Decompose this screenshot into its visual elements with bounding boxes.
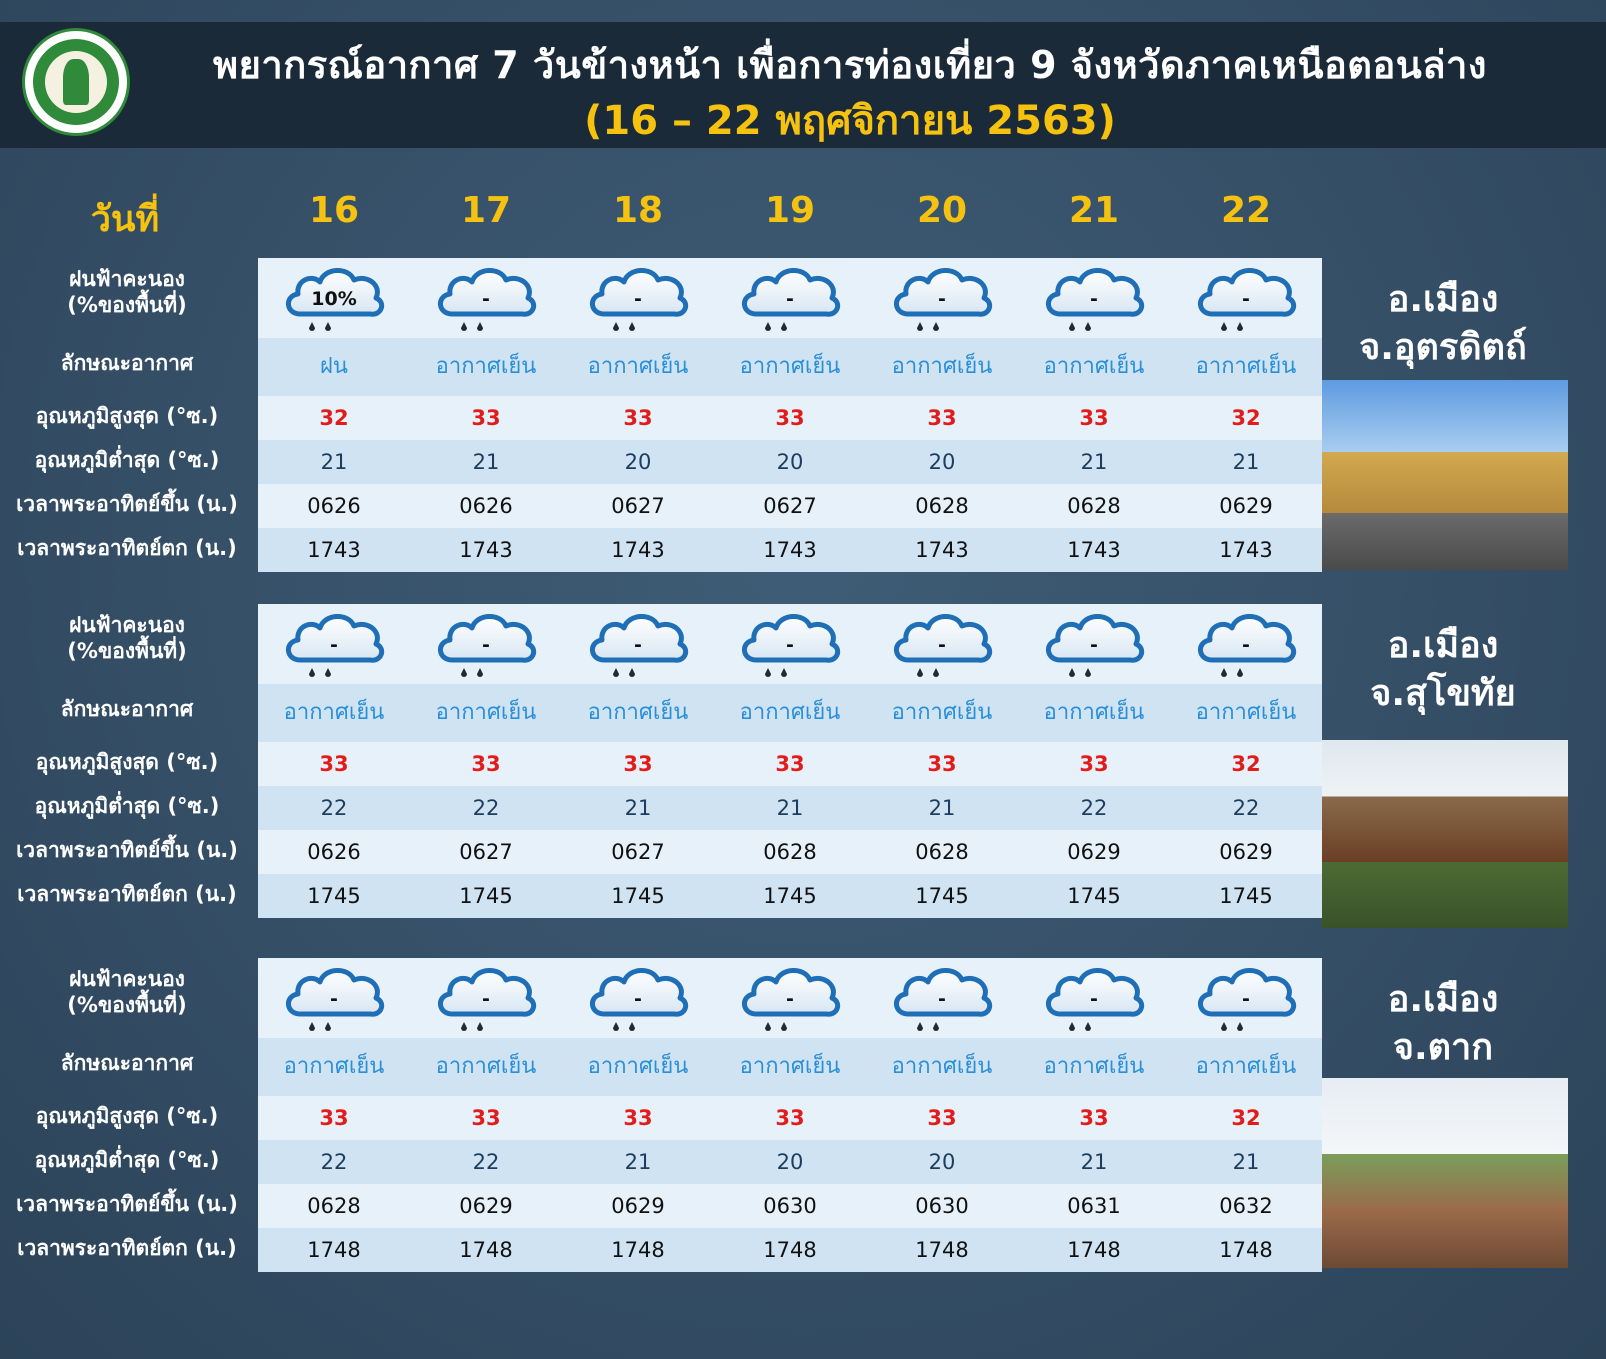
rain-percent: -: [938, 988, 946, 1010]
row-label: [2, 1103, 252, 1129]
rain-cell: [258, 258, 410, 338]
sunset-value: 1745: [459, 884, 513, 908]
rain-percent: -: [1090, 634, 1098, 656]
condition-value: อากาศเย็น: [435, 354, 537, 379]
row-label-text: อุณหภูมิต่ำสุด (°ซ.): [34, 794, 220, 818]
row-label-text: เวลาพระอาทิตย์ขึ้น (น.): [16, 1192, 238, 1216]
table-row-condition: [258, 1038, 1322, 1096]
row-label-text: เวลาพระอาทิตย์ตก (น.): [17, 882, 237, 906]
condition-value: อากาศเย็น: [891, 354, 993, 379]
rain-cell: [866, 604, 1018, 684]
rain-cell: [866, 958, 1018, 1038]
rain-cell: [714, 604, 866, 684]
tmin-value: 21: [624, 1150, 652, 1174]
tmin-value: 21: [624, 796, 652, 820]
rain-percent: -: [938, 634, 946, 656]
tmin-value: 20: [624, 450, 652, 474]
table-row-rain: [258, 604, 1322, 684]
rain-cloud-icon: [282, 962, 386, 1034]
condition-value: อากาศเย็น: [587, 1054, 689, 1079]
day-header: 17: [460, 190, 512, 231]
sunrise-value: 0630: [915, 1194, 969, 1218]
rain-cell: [1170, 958, 1322, 1038]
tmax-value: 33: [471, 752, 501, 776]
tmax-value: 33: [927, 1106, 957, 1130]
rain-cell: [410, 604, 562, 684]
sunset-value: 1743: [1067, 538, 1121, 562]
tmin-value: 22: [320, 796, 348, 820]
sunset-value: 1745: [611, 884, 665, 908]
condition-value: อากาศเย็น: [587, 354, 689, 379]
table-row-sunset: [258, 874, 1322, 918]
condition-value: อากาศเย็น: [1195, 700, 1297, 725]
sunset-value: 1743: [763, 538, 817, 562]
sunset-value: 1748: [307, 1238, 361, 1262]
row-label: [2, 403, 252, 429]
condition-value: อากาศเย็น: [739, 700, 841, 725]
rain-cloud-icon: [1042, 608, 1146, 680]
day-header: 16: [308, 190, 360, 231]
tmin-value: 21: [1080, 450, 1108, 474]
row-label: [2, 881, 252, 907]
table-row-condition: [258, 684, 1322, 742]
sunset-value: 1743: [1219, 538, 1273, 562]
sunset-value: 1748: [459, 1238, 513, 1262]
day-header: 20: [916, 190, 968, 231]
row-label-text: (%ของพื้นที่): [67, 639, 187, 663]
sunrise-value: 0629: [1067, 840, 1121, 864]
sunset-value: 1743: [307, 538, 361, 562]
tmin-value: 20: [776, 1150, 804, 1174]
condition-value: ฝน: [320, 354, 348, 379]
row-label-text: เวลาพระอาทิตย์ขึ้น (น.): [16, 492, 238, 516]
row-label-text: (%ของพื้นที่): [67, 993, 187, 1017]
rain-cloud-icon: [1042, 262, 1146, 334]
sunrise-value: 0627: [611, 494, 665, 518]
meteorological-department-logo: [22, 28, 130, 136]
rain-cell: [410, 258, 562, 338]
day-header: 21: [1068, 190, 1120, 231]
tmax-value: 33: [927, 406, 957, 430]
row-label-text: (%ของพื้นที่): [67, 293, 187, 317]
tmax-value: 33: [319, 1106, 349, 1130]
landmark-photo: [1322, 380, 1568, 570]
row-label: [2, 612, 252, 664]
rain-cloud-icon: [586, 262, 690, 334]
rain-cloud-icon: [282, 262, 386, 334]
tmax-value: 32: [1231, 752, 1261, 776]
forecast-table: [258, 958, 1322, 1272]
rain-cloud-icon: [586, 962, 690, 1034]
sunrise-value: 0628: [763, 840, 817, 864]
tmax-value: 33: [775, 1106, 805, 1130]
rain-percent: 10%: [311, 288, 357, 310]
tmax-value: 33: [623, 1106, 653, 1130]
row-label: [2, 1235, 252, 1261]
rain-cell: [714, 958, 866, 1038]
sunrise-value: 0629: [1219, 840, 1273, 864]
tmax-value: 32: [1231, 1106, 1261, 1130]
tmax-value: 33: [623, 752, 653, 776]
condition-value: อากาศเย็น: [739, 354, 841, 379]
rain-percent: -: [634, 634, 642, 656]
location-name: [1320, 976, 1566, 1072]
condition-value: อากาศเย็น: [1043, 700, 1145, 725]
district-name: อ.เมือง: [1387, 279, 1499, 320]
rain-percent: -: [482, 988, 490, 1010]
sunset-value: 1745: [763, 884, 817, 908]
rain-cell: [1018, 258, 1170, 338]
sunrise-value: 0632: [1219, 1194, 1273, 1218]
row-label: [2, 749, 252, 775]
sunset-value: 1745: [307, 884, 361, 908]
tmin-value: 22: [1080, 796, 1108, 820]
province-name: จ.ตาก: [1392, 1027, 1494, 1068]
row-label-text: ลักษณะอากาศ: [60, 351, 194, 375]
rain-percent: -: [634, 988, 642, 1010]
landmark-photo: [1322, 740, 1568, 928]
sunrise-value: 0628: [915, 494, 969, 518]
rain-cloud-icon: [738, 262, 842, 334]
row-label: [2, 350, 252, 376]
condition-value: อากาศเย็น: [435, 1054, 537, 1079]
day-header: 19: [764, 190, 816, 231]
row-label-text: อุณหภูมิสูงสุด (°ซ.): [35, 404, 219, 428]
province-name: จ.อุตรดิตถ์: [1359, 327, 1527, 368]
page-title: พยากรณ์อากาศ 7 วันข้างหน้า เพื่อการท่องเที่ยว 9 จังหวัดภาคเหนือตอนล่าง: [213, 43, 1487, 87]
condition-value: อากาศเย็น: [1043, 354, 1145, 379]
province-name: จ.สุโขทัย: [1370, 673, 1516, 714]
forecast-table: [258, 604, 1322, 918]
rain-cloud-icon: [738, 962, 842, 1034]
rain-percent: -: [1242, 634, 1250, 656]
table-row-sunrise: [258, 484, 1322, 528]
sunset-value: 1743: [611, 538, 665, 562]
rain-cloud-icon: [434, 962, 538, 1034]
row-label-text: อุณหภูมิสูงสุด (°ซ.): [35, 1104, 219, 1128]
row-label: [2, 1147, 252, 1173]
rain-percent: -: [938, 288, 946, 310]
condition-value: อากาศเย็น: [283, 700, 385, 725]
tmax-value: 33: [1079, 752, 1109, 776]
row-label-text: อุณหภูมิต่ำสุด (°ซ.): [34, 448, 220, 472]
rain-cell: [1018, 958, 1170, 1038]
row-label: [2, 966, 252, 1018]
day-header: 22: [1220, 190, 1272, 231]
row-label-text: อุณหภูมิสูงสุด (°ซ.): [35, 750, 219, 774]
row-label: [2, 1050, 252, 1076]
tmin-value: 21: [1232, 1150, 1260, 1174]
sunset-value: 1748: [1067, 1238, 1121, 1262]
sunrise-value: 0626: [307, 494, 361, 518]
tmin-value: 20: [928, 450, 956, 474]
rain-cell: [1170, 604, 1322, 684]
rain-percent: -: [1090, 288, 1098, 310]
rain-cloud-icon: [890, 608, 994, 680]
tmin-value: 21: [472, 450, 500, 474]
condition-value: อากาศเย็น: [739, 1054, 841, 1079]
sunrise-value: 0627: [459, 840, 513, 864]
row-label-text: ฝนฟ้าคะนอง: [69, 613, 185, 637]
tmin-value: 21: [1232, 450, 1260, 474]
sunset-value: 1745: [1219, 884, 1273, 908]
tmin-value: 21: [1080, 1150, 1108, 1174]
rain-percent: -: [1242, 288, 1250, 310]
sunset-value: 1745: [915, 884, 969, 908]
sunset-value: 1748: [1219, 1238, 1273, 1262]
rain-cloud-icon: [434, 262, 538, 334]
condition-value: อากาศเย็น: [1043, 1054, 1145, 1079]
rain-cloud-icon: [586, 608, 690, 680]
row-label-text: ฝนฟ้าคะนอง: [69, 967, 185, 991]
table-row-rain: [258, 958, 1322, 1038]
rain-cell: [410, 958, 562, 1038]
table-row-sunrise: [258, 830, 1322, 874]
condition-value: อากาศเย็น: [1195, 1054, 1297, 1079]
rain-percent: -: [482, 634, 490, 656]
row-label: [2, 535, 252, 561]
row-label: [2, 696, 252, 722]
tmax-value: 33: [1079, 406, 1109, 430]
rain-percent: -: [482, 288, 490, 310]
table-row-tmin: [258, 786, 1322, 830]
row-label-text: อุณหภูมิต่ำสุด (°ซ.): [34, 1148, 220, 1172]
tmin-value: 21: [320, 450, 348, 474]
rain-cell: [258, 958, 410, 1038]
row-label-text: ฝนฟ้าคะนอง: [69, 267, 185, 291]
tmin-value: 22: [472, 796, 500, 820]
rain-percent: -: [786, 988, 794, 1010]
sunrise-value: 0629: [611, 1194, 665, 1218]
rain-cell: [714, 258, 866, 338]
forecast-table: [258, 258, 1322, 572]
tmin-value: 20: [928, 1150, 956, 1174]
condition-value: อากาศเย็น: [435, 700, 537, 725]
rain-cloud-icon: [434, 608, 538, 680]
sunrise-value: 0628: [307, 1194, 361, 1218]
rain-cloud-icon: [282, 608, 386, 680]
sunrise-value: 0626: [307, 840, 361, 864]
landmark-photo: [1322, 1078, 1568, 1268]
page-subtitle: (16 – 22 พฤศจิกายน 2563): [584, 98, 1116, 144]
tmin-value: 22: [320, 1150, 348, 1174]
tmin-value: 20: [776, 450, 804, 474]
sunrise-value: 0629: [459, 1194, 513, 1218]
rain-cell: [1018, 604, 1170, 684]
row-label: [2, 793, 252, 819]
sunrise-value: 0626: [459, 494, 513, 518]
rain-percent: -: [786, 634, 794, 656]
rain-cloud-icon: [890, 262, 994, 334]
sunrise-value: 0628: [915, 840, 969, 864]
tmax-value: 33: [775, 406, 805, 430]
condition-value: อากาศเย็น: [891, 1054, 993, 1079]
tmax-value: 33: [471, 1106, 501, 1130]
tmax-value: 32: [1231, 406, 1261, 430]
condition-value: อากาศเย็น: [891, 700, 993, 725]
row-label-text: เวลาพระอาทิตย์ตก (น.): [17, 1236, 237, 1260]
row-label-text: เวลาพระอาทิตย์ขึ้น (น.): [16, 838, 238, 862]
row-label-text: ลักษณะอากาศ: [60, 1051, 194, 1075]
tmin-value: 21: [928, 796, 956, 820]
row-label: [2, 266, 252, 318]
table-row-tmax: [258, 1096, 1322, 1140]
sunrise-value: 0627: [763, 494, 817, 518]
day-header: 18: [612, 190, 664, 231]
sunrise-value: 0631: [1067, 1194, 1121, 1218]
rain-percent: -: [330, 634, 338, 656]
tmin-value: 22: [1232, 796, 1260, 820]
rain-cell: [258, 604, 410, 684]
rain-percent: -: [786, 288, 794, 310]
district-name: อ.เมือง: [1387, 625, 1499, 666]
sunrise-value: 0627: [611, 840, 665, 864]
rain-percent: -: [330, 988, 338, 1010]
location-name: [1320, 276, 1566, 372]
condition-value: อากาศเย็น: [283, 1054, 385, 1079]
tmax-value: 33: [927, 752, 957, 776]
district-name: อ.เมือง: [1387, 979, 1499, 1020]
location-name: [1320, 622, 1566, 718]
row-label: [2, 447, 252, 473]
sunset-value: 1748: [763, 1238, 817, 1262]
rain-percent: -: [634, 288, 642, 310]
row-label: [2, 837, 252, 863]
row-label: [2, 1191, 252, 1217]
sunrise-value: 0629: [1219, 494, 1273, 518]
row-label-text: ลักษณะอากาศ: [60, 697, 194, 721]
header-bar: [0, 22, 1606, 148]
table-row-tmin: [258, 440, 1322, 484]
sunset-value: 1745: [1067, 884, 1121, 908]
rain-cell: [1170, 258, 1322, 338]
tmax-value: 33: [775, 752, 805, 776]
table-row-tmax: [258, 396, 1322, 440]
rain-cloud-icon: [1194, 962, 1298, 1034]
sunset-value: 1743: [915, 538, 969, 562]
sunrise-value: 0628: [1067, 494, 1121, 518]
condition-value: อากาศเย็น: [1195, 354, 1297, 379]
table-row-sunrise: [258, 1184, 1322, 1228]
table-row-tmax: [258, 742, 1322, 786]
tmax-value: 33: [623, 406, 653, 430]
rain-cell: [562, 604, 714, 684]
table-row-sunset: [258, 1228, 1322, 1272]
rain-cloud-icon: [738, 608, 842, 680]
tmin-value: 21: [776, 796, 804, 820]
date-column-label: วันที่: [90, 199, 160, 240]
rain-cloud-icon: [890, 962, 994, 1034]
row-label-text: เวลาพระอาทิตย์ตก (น.): [17, 536, 237, 560]
rain-percent: -: [1242, 988, 1250, 1010]
table-row-tmin: [258, 1140, 1322, 1184]
tmax-value: 33: [471, 406, 501, 430]
sunset-value: 1748: [915, 1238, 969, 1262]
table-row-rain: [258, 258, 1322, 338]
rain-cell: [562, 258, 714, 338]
tmax-value: 33: [1079, 1106, 1109, 1130]
rain-percent: -: [1090, 988, 1098, 1010]
rain-cloud-icon: [1042, 962, 1146, 1034]
sunrise-value: 0630: [763, 1194, 817, 1218]
row-label: [2, 491, 252, 517]
tmax-value: 33: [319, 752, 349, 776]
tmin-value: 22: [472, 1150, 500, 1174]
sunset-value: 1743: [459, 538, 513, 562]
sunset-value: 1748: [611, 1238, 665, 1262]
table-row-condition: [258, 338, 1322, 396]
rain-cloud-icon: [1194, 262, 1298, 334]
condition-value: อากาศเย็น: [587, 700, 689, 725]
rain-cell: [562, 958, 714, 1038]
rain-cloud-icon: [1194, 608, 1298, 680]
table-row-sunset: [258, 528, 1322, 572]
tmax-value: 32: [319, 406, 349, 430]
rain-cell: [866, 258, 1018, 338]
